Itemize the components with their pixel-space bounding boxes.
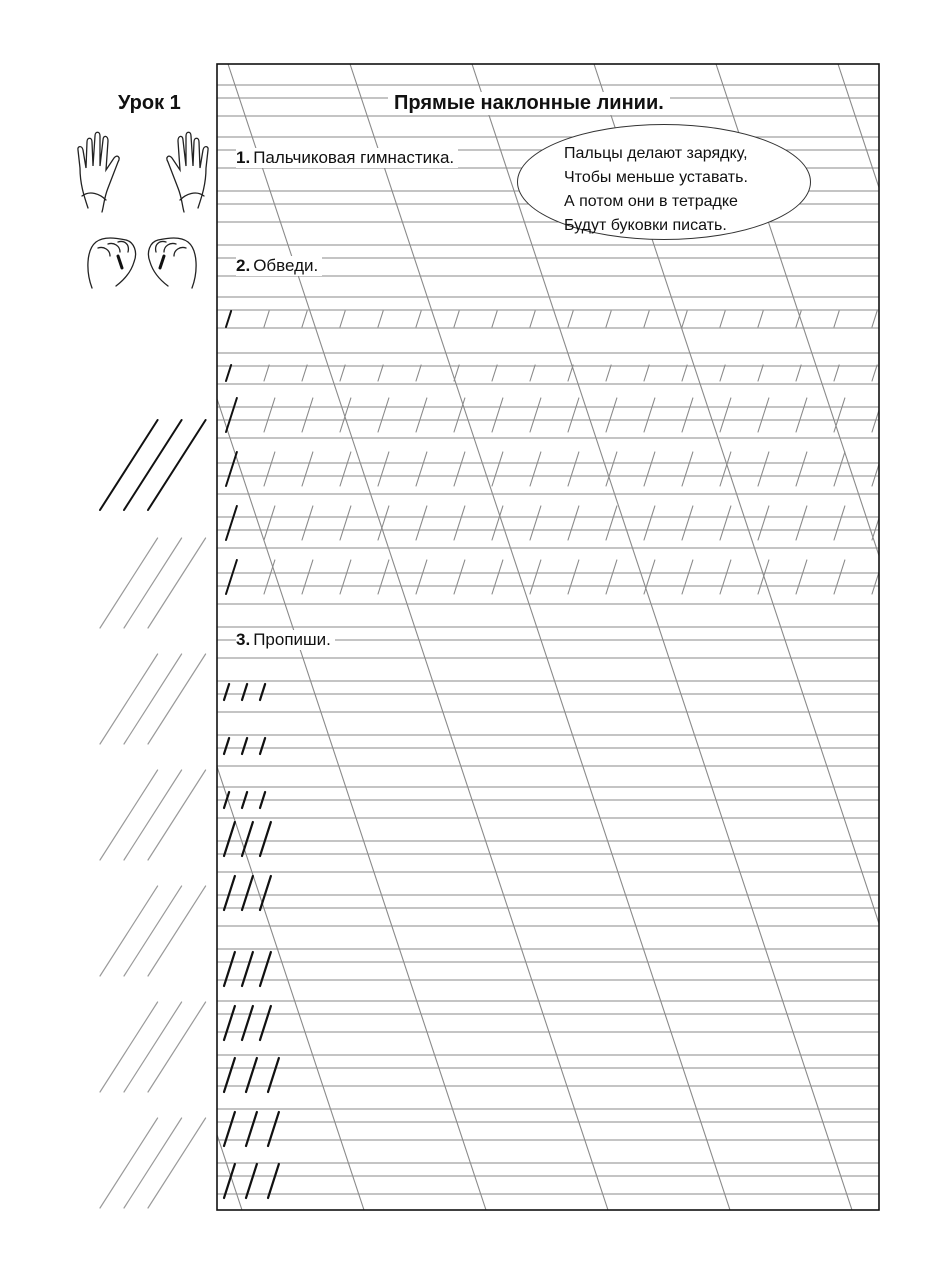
trace-stroke	[872, 311, 877, 327]
example-stroke	[242, 1006, 253, 1040]
trace-stroke	[302, 452, 313, 486]
trace-stroke	[416, 560, 427, 594]
margin-sample-stroke	[148, 770, 206, 860]
trace-stroke	[492, 311, 497, 327]
example-stroke	[260, 684, 265, 700]
trace-stroke	[302, 311, 307, 327]
trace-stroke	[606, 560, 617, 594]
trace-stroke	[302, 365, 307, 381]
margin-sample-stroke	[100, 1118, 158, 1208]
example-stroke	[246, 1164, 257, 1198]
example-stroke	[224, 876, 235, 910]
example-stroke	[224, 1006, 235, 1040]
trace-stroke	[720, 560, 731, 594]
trace-stroke	[682, 398, 693, 432]
trace-stroke	[416, 365, 421, 381]
example-stroke	[260, 1006, 271, 1040]
trace-stroke	[644, 506, 655, 540]
example-stroke	[268, 1164, 279, 1198]
margin-sample-stroke	[100, 420, 158, 510]
poem-line: Чтобы меньше уставать.	[564, 169, 748, 186]
trace-stroke	[378, 452, 389, 486]
trace-stroke	[568, 398, 579, 432]
trace-stroke	[644, 365, 649, 381]
trace-stroke	[872, 398, 883, 432]
trace-stroke	[796, 365, 801, 381]
trace-stroke	[378, 311, 383, 327]
trace-stroke	[568, 506, 579, 540]
example-stroke	[224, 1112, 235, 1146]
trace-stroke	[530, 311, 535, 327]
fists-icon	[88, 238, 196, 288]
trace-stroke	[834, 506, 845, 540]
trace-stroke	[758, 506, 769, 540]
trace-stroke	[834, 365, 839, 381]
trace-stroke	[644, 311, 649, 327]
trace-stroke	[378, 560, 389, 594]
trace-stroke	[264, 365, 269, 381]
example-stroke	[246, 1058, 257, 1092]
trace-stroke	[492, 506, 503, 540]
trace-stroke	[644, 452, 655, 486]
trace-stroke	[302, 506, 313, 540]
trace-stroke	[378, 398, 389, 432]
trace-stroke	[872, 452, 883, 486]
example-stroke	[260, 822, 271, 856]
trace-stroke	[454, 398, 465, 432]
trace-stroke	[340, 365, 345, 381]
trace-stroke	[872, 560, 883, 594]
task-write	[236, 630, 335, 650]
trace-stroke	[796, 398, 807, 432]
task-number: 3.	[236, 630, 251, 649]
margin-sample-stroke	[100, 770, 158, 860]
trace-stroke	[264, 398, 275, 432]
trace-stroke	[264, 560, 275, 594]
trace-stroke	[644, 398, 655, 432]
trace-stroke	[568, 365, 573, 381]
margin-sample-stroke	[124, 770, 182, 860]
trace-stroke	[720, 311, 725, 327]
trace-stroke	[682, 452, 693, 486]
task-trace	[236, 256, 322, 276]
example-stroke	[224, 684, 229, 700]
trace-stroke	[264, 452, 275, 486]
task-text: Обведи.	[253, 256, 319, 275]
trace-stroke	[454, 506, 465, 540]
margin-sample-stroke	[148, 1118, 206, 1208]
trace-stroke	[606, 311, 611, 327]
trace-stroke	[682, 506, 693, 540]
slant-guide-line	[0, 64, 120, 1210]
trace-stroke	[644, 560, 655, 594]
page-title: Прямые наклонные линии.	[388, 92, 670, 115]
trace-stroke	[834, 311, 839, 327]
trace-stroke	[758, 311, 763, 327]
trace-stroke	[416, 452, 427, 486]
margin-sample-stroke	[148, 1002, 206, 1092]
trace-stroke	[454, 452, 465, 486]
trace-stroke	[530, 506, 541, 540]
task-number: 1.	[236, 148, 251, 167]
example-stroke	[226, 365, 231, 381]
trace-stroke	[264, 311, 269, 327]
example-stroke	[226, 506, 237, 540]
trace-stroke	[682, 311, 687, 327]
example-stroke	[268, 1058, 279, 1092]
trace-stroke	[606, 365, 611, 381]
trace-stroke	[606, 452, 617, 486]
example-stroke	[242, 876, 253, 910]
poem-line: А потом они в тетрадке	[564, 193, 738, 210]
trace-stroke	[340, 452, 351, 486]
lesson-title: Урок 1	[118, 92, 181, 114]
open-hands-icon	[78, 132, 208, 212]
example-stroke	[260, 876, 271, 910]
trace-stroke	[720, 506, 731, 540]
example-stroke	[260, 738, 265, 754]
trace-stroke	[530, 398, 541, 432]
trace-stroke	[530, 365, 535, 381]
task-finger-exercise	[236, 148, 458, 168]
margin-sample-stroke	[124, 420, 182, 510]
task-text: Пропиши.	[253, 630, 331, 649]
trace-stroke	[454, 311, 459, 327]
trace-stroke	[568, 452, 579, 486]
trace-stroke	[378, 365, 383, 381]
example-stroke	[226, 452, 237, 486]
trace-stroke	[492, 365, 497, 381]
trace-stroke	[758, 398, 769, 432]
slant-guide-line	[0, 64, 242, 1210]
margin-sample-stroke	[148, 538, 206, 628]
trace-stroke	[606, 506, 617, 540]
margin-sample-stroke	[148, 420, 206, 510]
trace-stroke	[340, 560, 351, 594]
trace-stroke	[796, 560, 807, 594]
trace-stroke	[834, 452, 845, 486]
trace-stroke	[796, 506, 807, 540]
poem-line: Будут буковки писать.	[564, 217, 727, 234]
example-stroke	[224, 1164, 235, 1198]
margin-sample-stroke	[124, 1002, 182, 1092]
trace-stroke	[682, 560, 693, 594]
trace-stroke	[606, 398, 617, 432]
trace-stroke	[568, 560, 579, 594]
example-stroke	[224, 822, 235, 856]
trace-stroke	[758, 452, 769, 486]
margin-sample-stroke	[100, 654, 158, 744]
example-stroke	[226, 398, 237, 432]
example-stroke	[224, 952, 235, 986]
trace-stroke	[416, 398, 427, 432]
trace-stroke	[454, 365, 459, 381]
trace-stroke	[530, 452, 541, 486]
margin-sample-stroke	[148, 886, 206, 976]
trace-stroke	[720, 365, 725, 381]
example-stroke	[226, 311, 231, 327]
trace-stroke	[340, 506, 351, 540]
margin-sample-stroke	[100, 886, 158, 976]
trace-stroke	[682, 365, 687, 381]
example-stroke	[226, 560, 237, 594]
margin-sample-stroke	[100, 1002, 158, 1092]
example-stroke	[242, 684, 247, 700]
poem-line: Пальцы делают зарядку,	[564, 145, 748, 162]
margin-sample-stroke	[124, 1118, 182, 1208]
trace-stroke	[720, 452, 731, 486]
example-stroke	[260, 952, 271, 986]
example-stroke	[224, 738, 229, 754]
trace-stroke	[340, 311, 345, 327]
trace-stroke	[834, 398, 845, 432]
example-stroke	[242, 952, 253, 986]
margin-sample-stroke	[124, 886, 182, 976]
trace-stroke	[454, 560, 465, 594]
task-number: 2.	[236, 256, 251, 275]
trace-stroke	[302, 560, 313, 594]
example-stroke	[242, 738, 247, 754]
margin-sample-stroke	[100, 538, 158, 628]
task-text: Пальчиковая гимнастика.	[253, 148, 455, 167]
trace-stroke	[492, 560, 503, 594]
trace-stroke	[492, 398, 503, 432]
trace-stroke	[758, 365, 763, 381]
trace-stroke	[416, 506, 427, 540]
trace-stroke	[264, 506, 275, 540]
trace-stroke	[568, 311, 573, 327]
trace-stroke	[834, 560, 845, 594]
example-stroke	[224, 1058, 235, 1092]
example-stroke	[242, 822, 253, 856]
margin-sample-stroke	[124, 654, 182, 744]
trace-stroke	[340, 398, 351, 432]
trace-stroke	[302, 398, 313, 432]
trace-stroke	[796, 452, 807, 486]
trace-stroke	[530, 560, 541, 594]
trace-stroke	[872, 506, 883, 540]
slant-guide-line	[838, 64, 948, 1210]
example-stroke	[268, 1112, 279, 1146]
trace-stroke	[492, 452, 503, 486]
trace-stroke	[416, 311, 421, 327]
trace-stroke	[872, 365, 877, 381]
example-stroke	[246, 1112, 257, 1146]
poem-bubble	[517, 124, 811, 240]
margin-sample-stroke	[148, 654, 206, 744]
margin-sample-stroke	[124, 538, 182, 628]
trace-stroke	[720, 398, 731, 432]
